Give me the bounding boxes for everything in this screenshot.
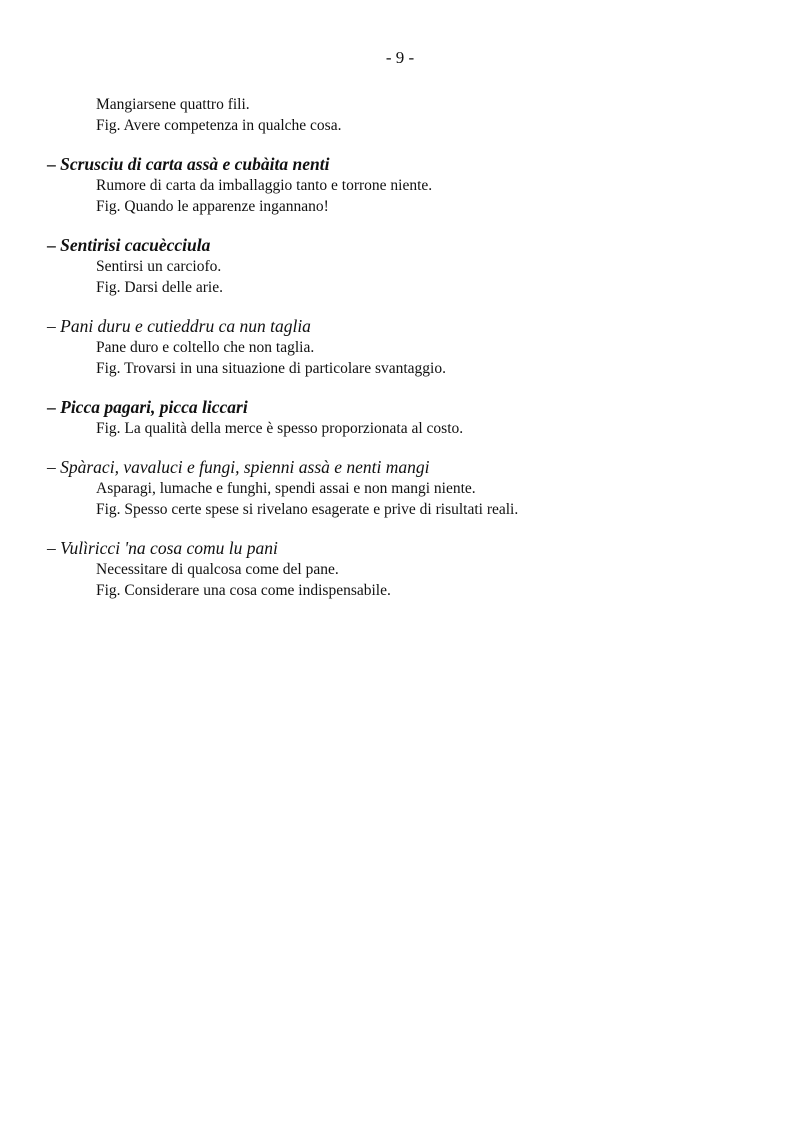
proverb-headword: – Pani duru e cutieddru ca nun taglia	[47, 316, 311, 336]
meaning-line: Pane duro e coltello che non taglia.	[96, 339, 315, 356]
continuation-block	[47, 94, 747, 136]
figurative-line: Fig. Spesso certe spese si rivelano esagerate e prive di risultati reali.	[96, 501, 519, 518]
proverb-entry	[47, 153, 747, 217]
proverb-headword: – Vulìricci 'na cosa comu lu pani	[47, 538, 278, 558]
meaning-line: Asparagi, lumache e funghi, spendi assai e non mangi niente.	[96, 480, 476, 497]
meaning-line: Rumore di carta da imballaggio tanto e torrone niente.	[96, 177, 433, 194]
meaning-line: Sentirsi un carciofo.	[96, 258, 222, 275]
proverb-headword: – Scrusciu di carta assà e cubàita nenti	[47, 154, 330, 174]
proverb-entry	[47, 456, 747, 520]
figurative-line: Fig. Avere competenza in qualche cosa.	[96, 117, 342, 134]
meaning-line: Necessitare di qualcosa come del pane.	[96, 561, 339, 578]
meaning-line: Mangiarsene quattro fili.	[96, 96, 250, 113]
figurative-line: Fig. La qualità della merce è spesso proporzionata al costo.	[96, 420, 464, 437]
figurative-line: Fig. Quando le apparenze ingannano!	[96, 198, 329, 215]
page-number: - 9 -	[385, 48, 415, 67]
figurative-line: Fig. Darsi delle arie.	[96, 279, 223, 296]
document-body	[47, 94, 747, 601]
proverb-headword: – Sentirisi cacuècciula	[47, 235, 211, 255]
proverb-entry	[47, 537, 747, 601]
proverb-headword: – Spàraci, vavaluci e fungi, spienni assà e nenti mangi	[47, 457, 430, 477]
figurative-line: Fig. Considerare una cosa come indispensabile.	[96, 582, 391, 599]
proverb-entry	[47, 315, 747, 379]
proverb-entry	[47, 234, 747, 298]
figurative-line: Fig. Trovarsi in una situazione di particolare svantaggio.	[96, 360, 446, 377]
proverb-headword: – Picca pagari, picca liccari	[47, 397, 248, 417]
proverb-entry	[47, 396, 747, 439]
